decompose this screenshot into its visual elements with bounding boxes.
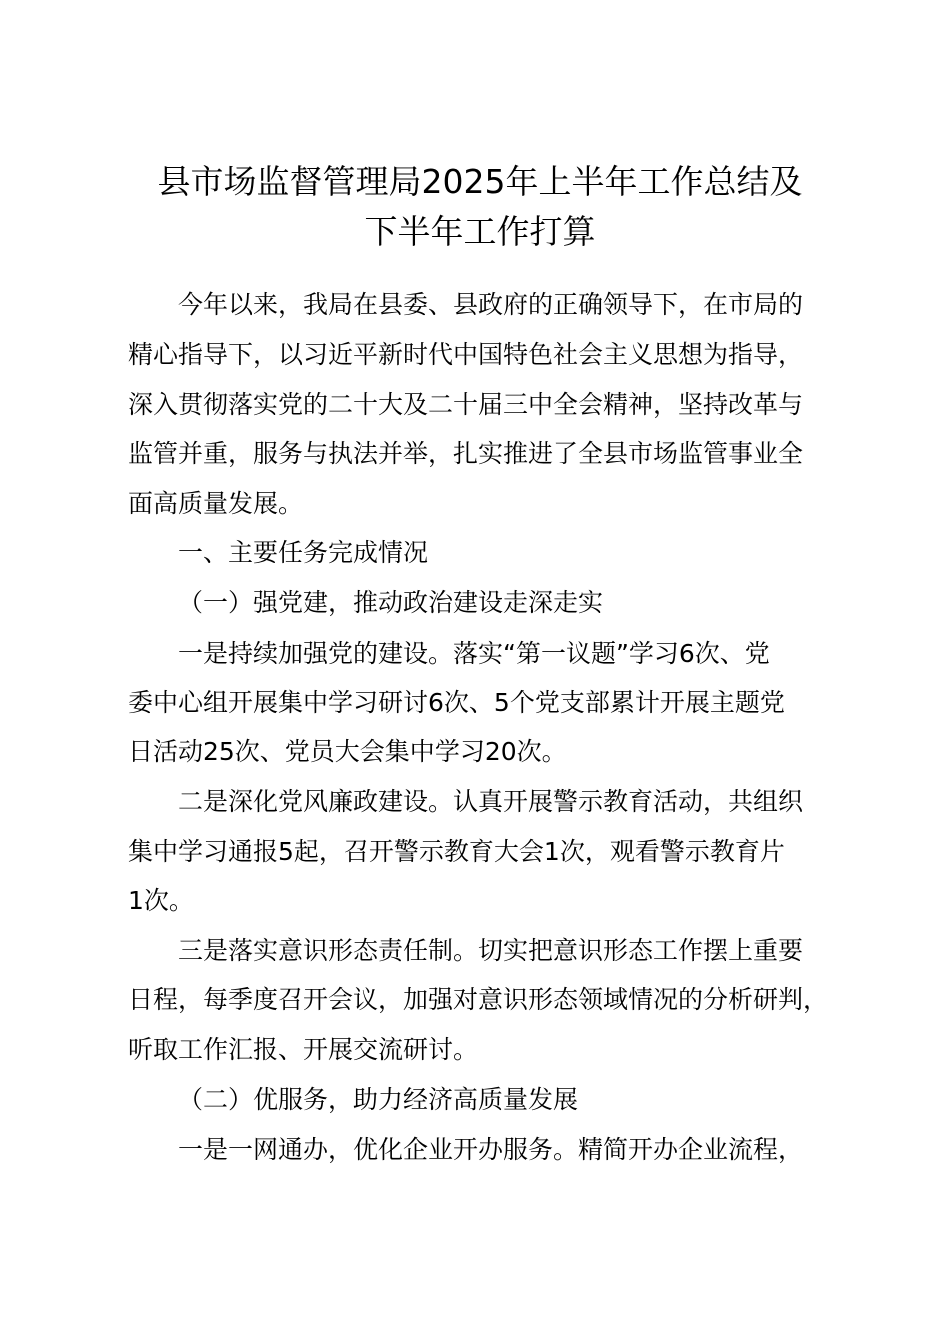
paragraph-line: 二是深化党风廉政建设。认真开展警示教育活动，共组织	[178, 787, 804, 816]
document-title-line-2: 下半年工作打算	[364, 212, 596, 251]
paragraph-line: 深入贯彻落实党的二十大及二十届三中全会精神，坚持改革与	[128, 390, 804, 419]
paragraph-line: 1次。	[128, 886, 194, 915]
paragraph-line: 日程，每季度召开会议，加强对意识形态领域情况的分析研判，	[128, 985, 829, 1014]
subsection-heading: （一）强党建，推动政治建设走深走实	[178, 588, 604, 617]
paragraph-line: 精心指导下，以习近平新时代中国特色社会主义思想为指导，	[128, 340, 804, 369]
paragraph-line: 一是持续加强党的建设。落实“第一议题”学习6次、党	[178, 639, 770, 668]
paragraph-line: 委中心组开展集中学习研讨6次、5个党支部累计开展主题党	[128, 688, 785, 717]
document-title-line-1: 县市场监督管理局2025年上半年工作总结及	[157, 162, 803, 201]
paragraph-line: 听取工作汇报、开展交流研讨。	[128, 1035, 479, 1064]
paragraph-line: 监管并重，服务与执法并举，扎实推进了全县市场监管事业全	[128, 439, 804, 468]
paragraph-line: 面高质量发展。	[128, 489, 304, 518]
paragraph-line: 日活动25次、党员大会集中学习20次。	[128, 737, 567, 766]
paragraph-line: 集中学习通报5起，召开警示教育大会1次，观看警示教育片	[128, 837, 785, 866]
paragraph-line: 一是一网通办，优化企业开办服务。精简开办企业流程，	[178, 1135, 804, 1164]
paragraph-line: 三是落实意识形态责任制。切实把意识形态工作摆上重要	[178, 936, 804, 965]
paragraph-line: 今年以来，我局在县委、县政府的正确领导下，在市局的	[178, 290, 804, 319]
subsection-heading: （二）优服务，助力经济高质量发展	[178, 1085, 579, 1114]
section-heading: 一、主要任务完成情况	[178, 538, 429, 567]
